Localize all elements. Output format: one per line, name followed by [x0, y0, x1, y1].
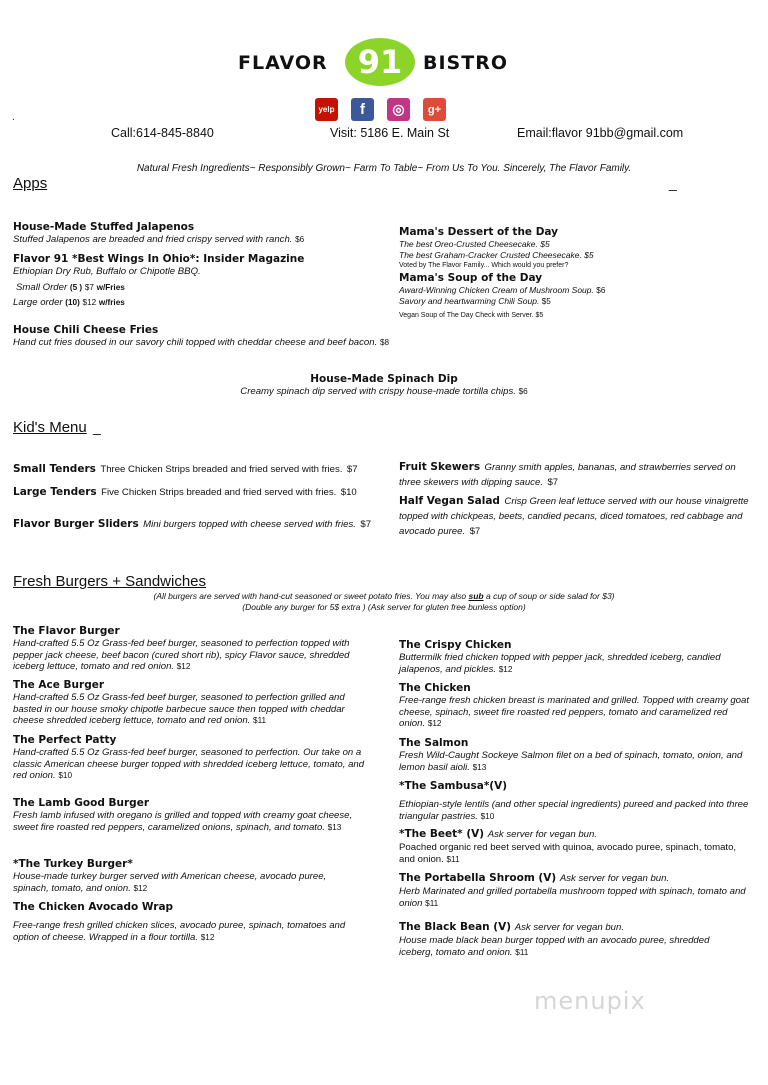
item-price: $11: [515, 947, 529, 957]
menu-item-black-bean: [399, 920, 744, 958]
item-desc: Free-range fresh chicken breast is marinated and grilled. Topped with creamy goat cheese, spinach, sweet fire roasted red peppers, tomato and caramelized red onion. $12: [399, 695, 749, 729]
menu-item-small-tenders: [13, 459, 393, 477]
item-title: The Salmon: [399, 737, 469, 749]
section-heading-burgers: Fresh Burgers + Sandwiches: [13, 573, 207, 590]
item-desc: Hand cut fries doused in our savory chili topped with cheddar cheese and beef bacon. $8: [13, 337, 390, 348]
item-price: $7: [360, 519, 372, 530]
tagline: Natural Fresh Ingredients~ Responsibly Grown~ Farm To Table~ From Us To You. Sincerely, The Flavor Family.: [136, 163, 632, 174]
item-title: Flavor Burger Sliders: [13, 518, 139, 530]
wings-small-order: Small Order (5 ) $7 w/Fries: [16, 281, 125, 293]
item-title: The Portabella Shroom (V) Ask server for vegan bun.: [399, 872, 670, 884]
menu-item-ace-burger: [13, 678, 371, 727]
email[interactable]: Email:flavor 91bb@gmail.com: [517, 126, 684, 140]
item-title: Half Vegan Salad: [399, 495, 500, 507]
menu-item-chili-cheese-fries: [13, 323, 433, 349]
burgers-note-1: (All burgers are served with hand-cut seasoned or sweet potato fries. You may also sub a cup of soup or side salad for $3): [153, 591, 615, 601]
item-price: $7: [547, 477, 559, 488]
item-title: House Chili Cheese Fries: [13, 324, 159, 336]
item-desc: Creamy spinach dip served with crispy house-made tortilla chips. $6: [240, 386, 528, 397]
menu-item-chicken-avocado-wrap: [13, 900, 371, 943]
item-price: $7: [469, 526, 481, 537]
item-desc: Herb Marinated and grilled portabella mushroom topped with spinach, tomato and onion $11: [399, 886, 746, 909]
menu-item-large-tenders: [13, 482, 393, 500]
item-desc: Free-range fresh grilled chicken slices, avocado puree, spinach, tomatoes and option of cheese. Wrapped in a flour tortilla. $12: [13, 920, 346, 943]
menu-item-the-chicken: [399, 681, 754, 730]
item-desc: Hand-crafted 5.5 Oz Grass-fed beef burger, seasoned to perfection grilled and basted in our house smoky chipotle barbecue sauce then topped with cheddar cheese shredded iceberg lettuce, tomato and red onion. $11: [13, 692, 345, 726]
stray-mark: .: [12, 112, 15, 123]
item-price: $11: [253, 716, 267, 725]
logo-number-badge: 91: [345, 38, 415, 86]
social-links: [315, 98, 455, 124]
menu-item-portabella-shroom: [399, 871, 754, 909]
item-price: $10: [340, 487, 357, 498]
logo: [238, 38, 538, 88]
item-price: $6: [518, 387, 528, 396]
item-title: House-Made Stuffed Jalapenos: [13, 221, 195, 233]
item-desc: Stuffed Jalapenos are breaded and fried crispy served with ranch. $6: [13, 234, 305, 245]
menu-item-stuffed-jalapenos: [13, 220, 383, 246]
item-title: *The Beet* (V) Ask server for vegan bun.: [399, 828, 598, 840]
vegan-bun-note: Ask server for vegan bun.: [514, 922, 625, 933]
logo-right-word: BISTRO: [423, 52, 508, 74]
item-price: $12: [133, 883, 148, 893]
item-price: $12: [427, 719, 442, 728]
item-price: $13: [327, 822, 342, 832]
menu-item-dessert-of-the-day: [399, 225, 699, 270]
item-desc: Three Chicken Strips breaded and fried served with fries.: [100, 464, 343, 475]
item-desc: Ethiopian Dry Rub, Buffalo or Chipotle BBQ.: [13, 266, 201, 277]
item-desc: Five Chicken Strips breaded and fried served with fries.: [101, 487, 337, 498]
menu-item-flavor-burger: [13, 624, 371, 673]
item-title: The Perfect Patty: [13, 734, 117, 746]
menu-item-fruit-skewers: [399, 459, 754, 489]
item-title: The Chicken Avocado Wrap: [13, 901, 174, 913]
item-price: $10: [58, 771, 73, 780]
wings-large-order: Large order (10) $12 w/fries: [13, 297, 125, 308]
dessert-option-2: The best Graham-Cracker Crusted Cheesecake. $5: [399, 250, 594, 260]
menu-item-half-vegan-salad: [399, 493, 754, 538]
logo-left-word: FLAVOR: [238, 52, 328, 74]
vegan-bun-note: Ask server for vegan bun.: [487, 829, 598, 840]
menu-item-wings: [13, 252, 393, 309]
menu-item-lamb-good-burger: [13, 796, 353, 833]
menu-item-spinach-dip: [0, 372, 768, 398]
item-desc: House-made turkey burger served with American cheese, avocado puree, spinach, tomato, and onion. $12: [13, 871, 327, 894]
vegan-bun-note: Ask server for vegan bun.: [559, 873, 670, 884]
menu-item-turkey-burger: [13, 857, 353, 894]
item-desc: Hand-crafted 5.5 Oz Grass-fed beef burger, seasoned to perfection. Our take on a classic American cheese burger topped with shredded iceberg lettuce, tomato, and red onion. $10: [13, 747, 365, 781]
item-desc: Ethiopian-style lentils (and other special ingredients) pureed and packed into three triangular pastries. $10: [399, 799, 749, 822]
item-desc: Mini burgers topped with cheese served with fries.: [143, 519, 356, 530]
item-title: *The Turkey Burger*: [13, 858, 133, 870]
item-price: $10: [480, 811, 495, 821]
item-desc: Fresh Wild-Caught Sockeye Salmon filet on a bed of spinach, tomato, onion, and lemon basil aioli. $13: [399, 750, 743, 773]
item-price: $11: [446, 854, 460, 864]
menu-item-crispy-chicken: [399, 638, 754, 675]
google-plus-icon[interactable]: g+: [423, 98, 446, 121]
apps-trailing-dash: _: [669, 175, 677, 191]
address: Visit: 5186 E. Main St: [330, 126, 450, 140]
section-heading-kids-menu: Kid's Menu: [13, 419, 87, 436]
item-desc: Fresh lamb infused with oregano is grilled and topped with creamy goat cheese, sweet fire roasted red peppers, caramelized onions, spinach, and tomato. $13: [13, 810, 353, 833]
item-price: $6: [295, 235, 305, 244]
menu-item-burger-sliders: [13, 514, 393, 532]
item-title: Small Tenders: [13, 463, 96, 475]
instagram-icon[interactable]: ◎: [387, 98, 410, 121]
phone-number[interactable]: Call:614-845-8840: [111, 126, 214, 140]
dessert-option-1: The best Oreo-Crusted Cheesecake. $5: [399, 239, 550, 249]
item-desc: Hand-crafted 5.5 Oz Grass-fed beef burger, seasoned to perfection topped with pepper jack cheese, beef bacon (cured short rib), spicy Flavor sauce, shredded iceberg lettuce, tomato and red onion. $12: [13, 638, 350, 672]
kids-trailing-dash: _: [93, 419, 101, 435]
item-title: The Black Bean (V) Ask server for vegan bun.: [399, 921, 625, 933]
item-price: $12: [498, 664, 513, 674]
menu-item-soup-of-the-day: [399, 271, 719, 320]
item-title: Flavor 91 *Best Wings In Ohio*: Insider Magazine: [13, 253, 305, 265]
item-title: The Flavor Burger: [13, 625, 120, 637]
item-title: The Chicken: [399, 682, 471, 694]
item-desc: Crisp Green leaf lettuce served with our house vinaigrette topped with chickpeas, beets, candied pecans, diced tomatoes, red cabbage and avocado puree.: [399, 496, 749, 537]
item-title: The Ace Burger: [13, 679, 105, 691]
item-price: $12: [200, 932, 215, 942]
soup-option-2: Savory and heartwarming Chili Soup. $5: [399, 296, 551, 306]
soup-option-1: Award-Winning Chicken Cream of Mushroom Soup. $6: [399, 285, 606, 295]
item-desc: House made black bean burger topped with an avocado puree, shredded iceberg, tomato and onion. $11: [399, 935, 710, 958]
item-price: $12: [176, 662, 191, 671]
item-price: $7: [346, 464, 358, 475]
item-title: *The Sambusa*(V): [399, 780, 508, 792]
item-title: House-Made Spinach Dip: [310, 373, 458, 385]
item-title: The Lamb Good Burger: [13, 797, 149, 809]
dessert-vote-note: Voted by The Flavor Family... Which would you prefer?: [399, 262, 569, 269]
item-price: $8: [379, 338, 390, 347]
menu-item-sambusa: [399, 779, 754, 822]
item-title: Large Tenders: [13, 486, 97, 498]
item-price: $13: [472, 762, 487, 772]
facebook-icon[interactable]: f: [351, 98, 374, 121]
item-title: Fruit Skewers: [399, 461, 481, 473]
menu-item-perfect-patty: [13, 733, 371, 782]
yelp-icon[interactable]: yelp: [315, 98, 338, 121]
item-title: Mama's Soup of the Day: [399, 272, 543, 284]
watermark: menupix: [534, 987, 646, 1015]
item-desc: Granny smith apples, bananas, and strawberries served on three skewers with dipping sauce.: [399, 462, 736, 488]
item-title: The Crispy Chicken: [399, 639, 512, 651]
menu-item-salmon: [399, 736, 754, 773]
soup-vegan-note: Vegan Soup of The Day Check with Server. $5: [399, 312, 544, 319]
item-title: Mama's Dessert of the Day: [399, 226, 559, 238]
menu-item-the-beet: [399, 827, 739, 865]
item-desc: Buttermilk fried chicken topped with pepper jack, shredded iceberg, candied jalapenos, and pickles. $12: [399, 652, 721, 675]
section-heading-apps: Apps: [13, 175, 48, 192]
item-desc: Poached organic red beet served with quinoa, avocado puree, spinach, tomato, and onion. $11: [399, 842, 737, 865]
item-price: $11: [425, 898, 439, 908]
burgers-note-2: (Double any burger for 5$ extra ) (Ask server for gluten free bunless option): [242, 602, 526, 612]
